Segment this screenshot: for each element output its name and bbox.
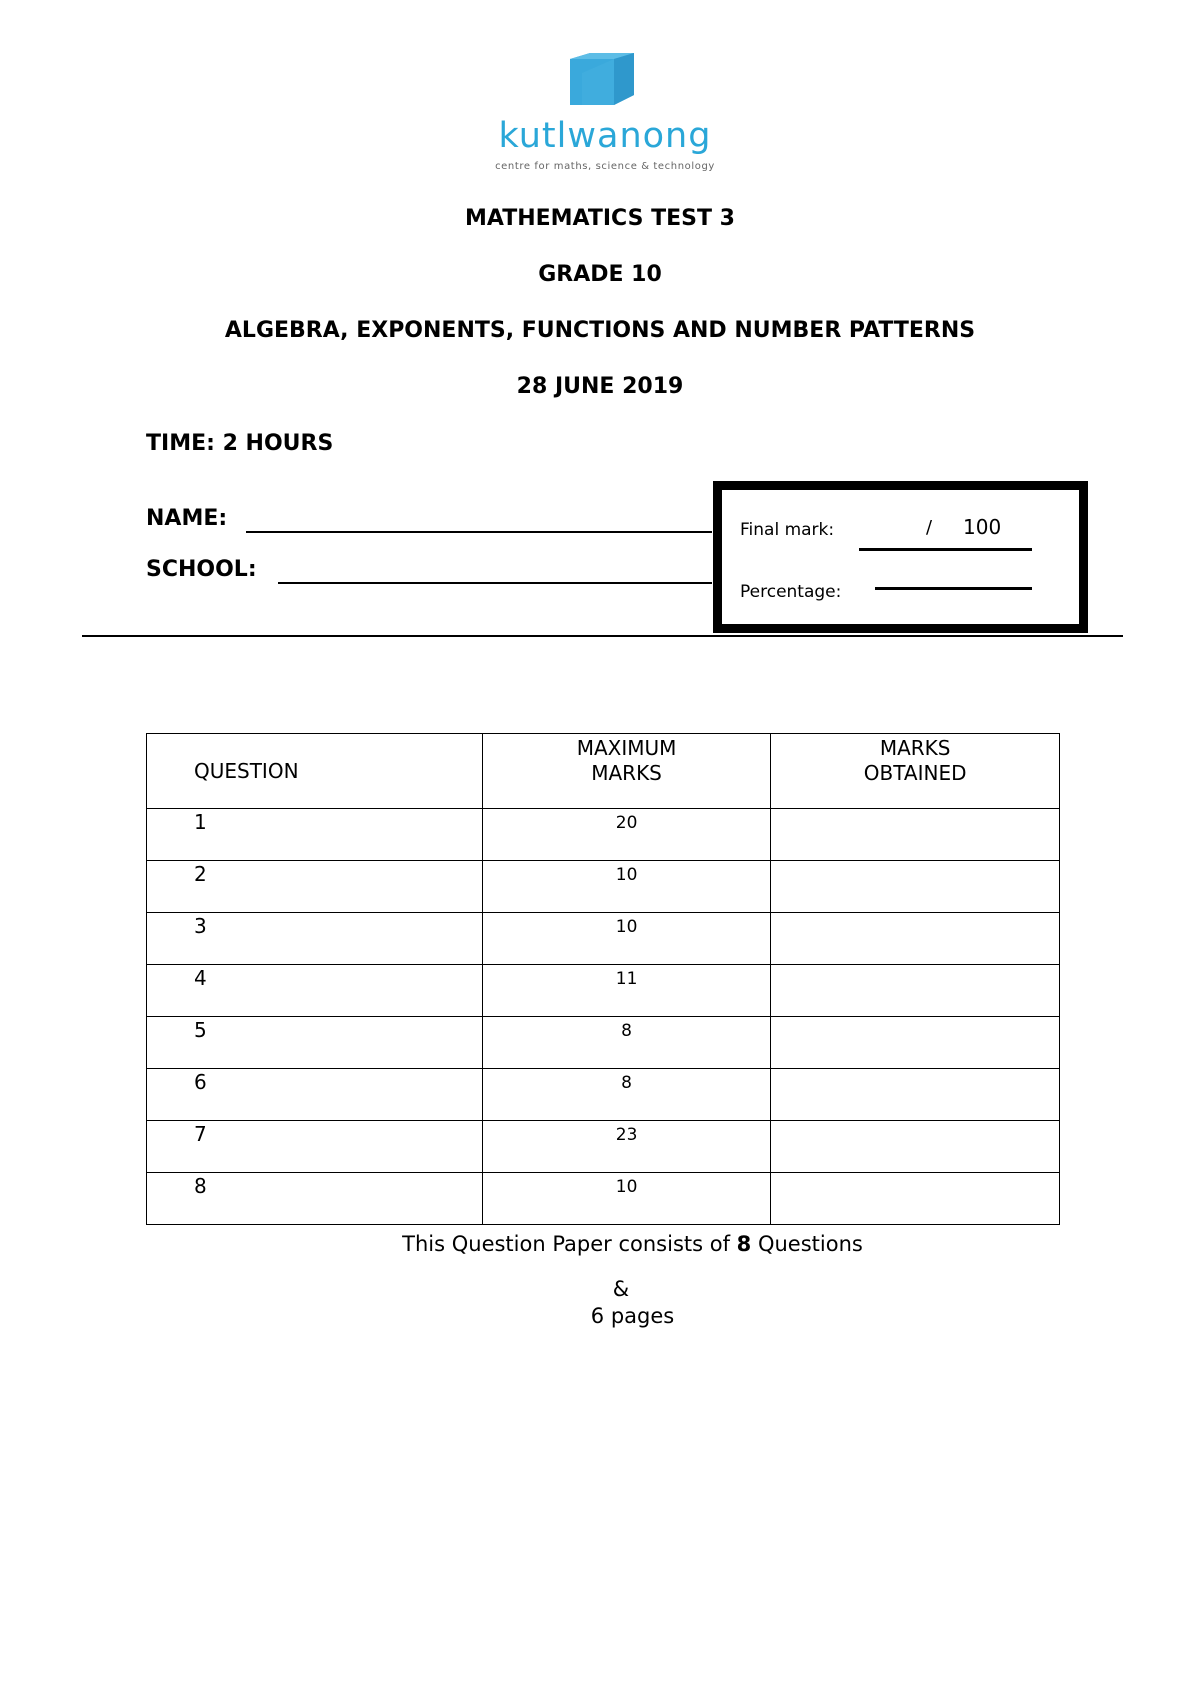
school-label: SCHOOL:	[146, 557, 257, 582]
logo-tagline: centre for maths, science & technology	[495, 161, 715, 172]
header-max-line1: MAXIMUM	[576, 736, 677, 760]
header-marks-obtained	[771, 734, 1060, 809]
header-divider	[82, 635, 1123, 637]
max-marks: 10	[482, 861, 770, 913]
table-row	[147, 965, 1060, 1017]
marks-obtained-cell[interactable]	[771, 913, 1060, 965]
marks-obtained-cell[interactable]	[771, 965, 1060, 1017]
header-question: QUESTION	[147, 734, 483, 809]
max-marks: 10	[482, 1173, 770, 1225]
final-mark-label: Final mark:	[740, 520, 835, 540]
question-number: 8	[147, 1173, 483, 1225]
marks-obtained-cell[interactable]	[771, 1017, 1060, 1069]
final-mark-slash: /	[926, 517, 933, 538]
question-number: 5	[147, 1017, 483, 1069]
table-row	[147, 809, 1060, 861]
question-number: 3	[147, 913, 483, 965]
paper-summary	[0, 1232, 1200, 1256]
max-marks: 8	[482, 1017, 770, 1069]
header-obtained-line1: MARKS	[879, 736, 951, 760]
max-marks: 23	[482, 1121, 770, 1173]
final-mark-total: 100	[963, 515, 1002, 539]
question-number: 7	[147, 1121, 483, 1173]
topics-heading: ALGEBRA, EXPONENTS, FUNCTIONS AND NUMBER PATTERNS	[224, 318, 976, 343]
question-number: 4	[147, 965, 483, 1017]
table-row	[147, 1121, 1060, 1173]
question-number: 2	[147, 861, 483, 913]
test-title: MATHEMATICS TEST 3	[465, 206, 735, 231]
ampersand: &	[612, 1277, 630, 1301]
final-mark-box	[713, 481, 1088, 633]
kutlwanong-logo	[485, 48, 725, 178]
marks-obtained-cell[interactable]	[771, 861, 1060, 913]
percentage-label: Percentage:	[740, 582, 842, 602]
header-obtained-line2: OBTAINED	[863, 761, 967, 785]
time-allowed: TIME: 2 HOURS	[146, 431, 334, 456]
header-maximum-marks	[482, 734, 770, 809]
marks-obtained-cell[interactable]	[771, 1069, 1060, 1121]
summary-suffix: Questions	[751, 1232, 863, 1256]
logo-wordmark: kutlwanong	[498, 116, 712, 156]
cube-logo-icon	[570, 53, 634, 105]
table-row	[147, 1017, 1060, 1069]
summary-prefix: This Question Paper consists of	[402, 1232, 737, 1256]
page-count: 6 pages	[590, 1304, 675, 1328]
question-count: 8	[736, 1232, 752, 1256]
grade-heading: GRADE 10	[538, 262, 662, 287]
question-number: 1	[147, 809, 483, 861]
percentage-line[interactable]	[875, 587, 1032, 590]
final-mark-line[interactable]	[859, 548, 1032, 551]
marks-obtained-cell[interactable]	[771, 1121, 1060, 1173]
marks-obtained-cell[interactable]	[771, 809, 1060, 861]
school-field-line[interactable]	[278, 582, 712, 584]
table-row	[147, 1173, 1060, 1225]
name-label: NAME:	[146, 506, 228, 531]
name-field-line[interactable]	[246, 531, 712, 533]
max-marks: 8	[482, 1069, 770, 1121]
question-number: 6	[147, 1069, 483, 1121]
table-row	[147, 861, 1060, 913]
max-marks: 11	[482, 965, 770, 1017]
marks-table	[146, 733, 1060, 1225]
max-marks: 20	[482, 809, 770, 861]
table-row	[147, 1069, 1060, 1121]
marks-obtained-cell[interactable]	[771, 1173, 1060, 1225]
header-max-line2: MARKS	[591, 761, 662, 785]
table-header-row	[147, 734, 1060, 809]
max-marks: 10	[482, 913, 770, 965]
test-date: 28 JUNE 2019	[516, 374, 684, 399]
table-row	[147, 913, 1060, 965]
